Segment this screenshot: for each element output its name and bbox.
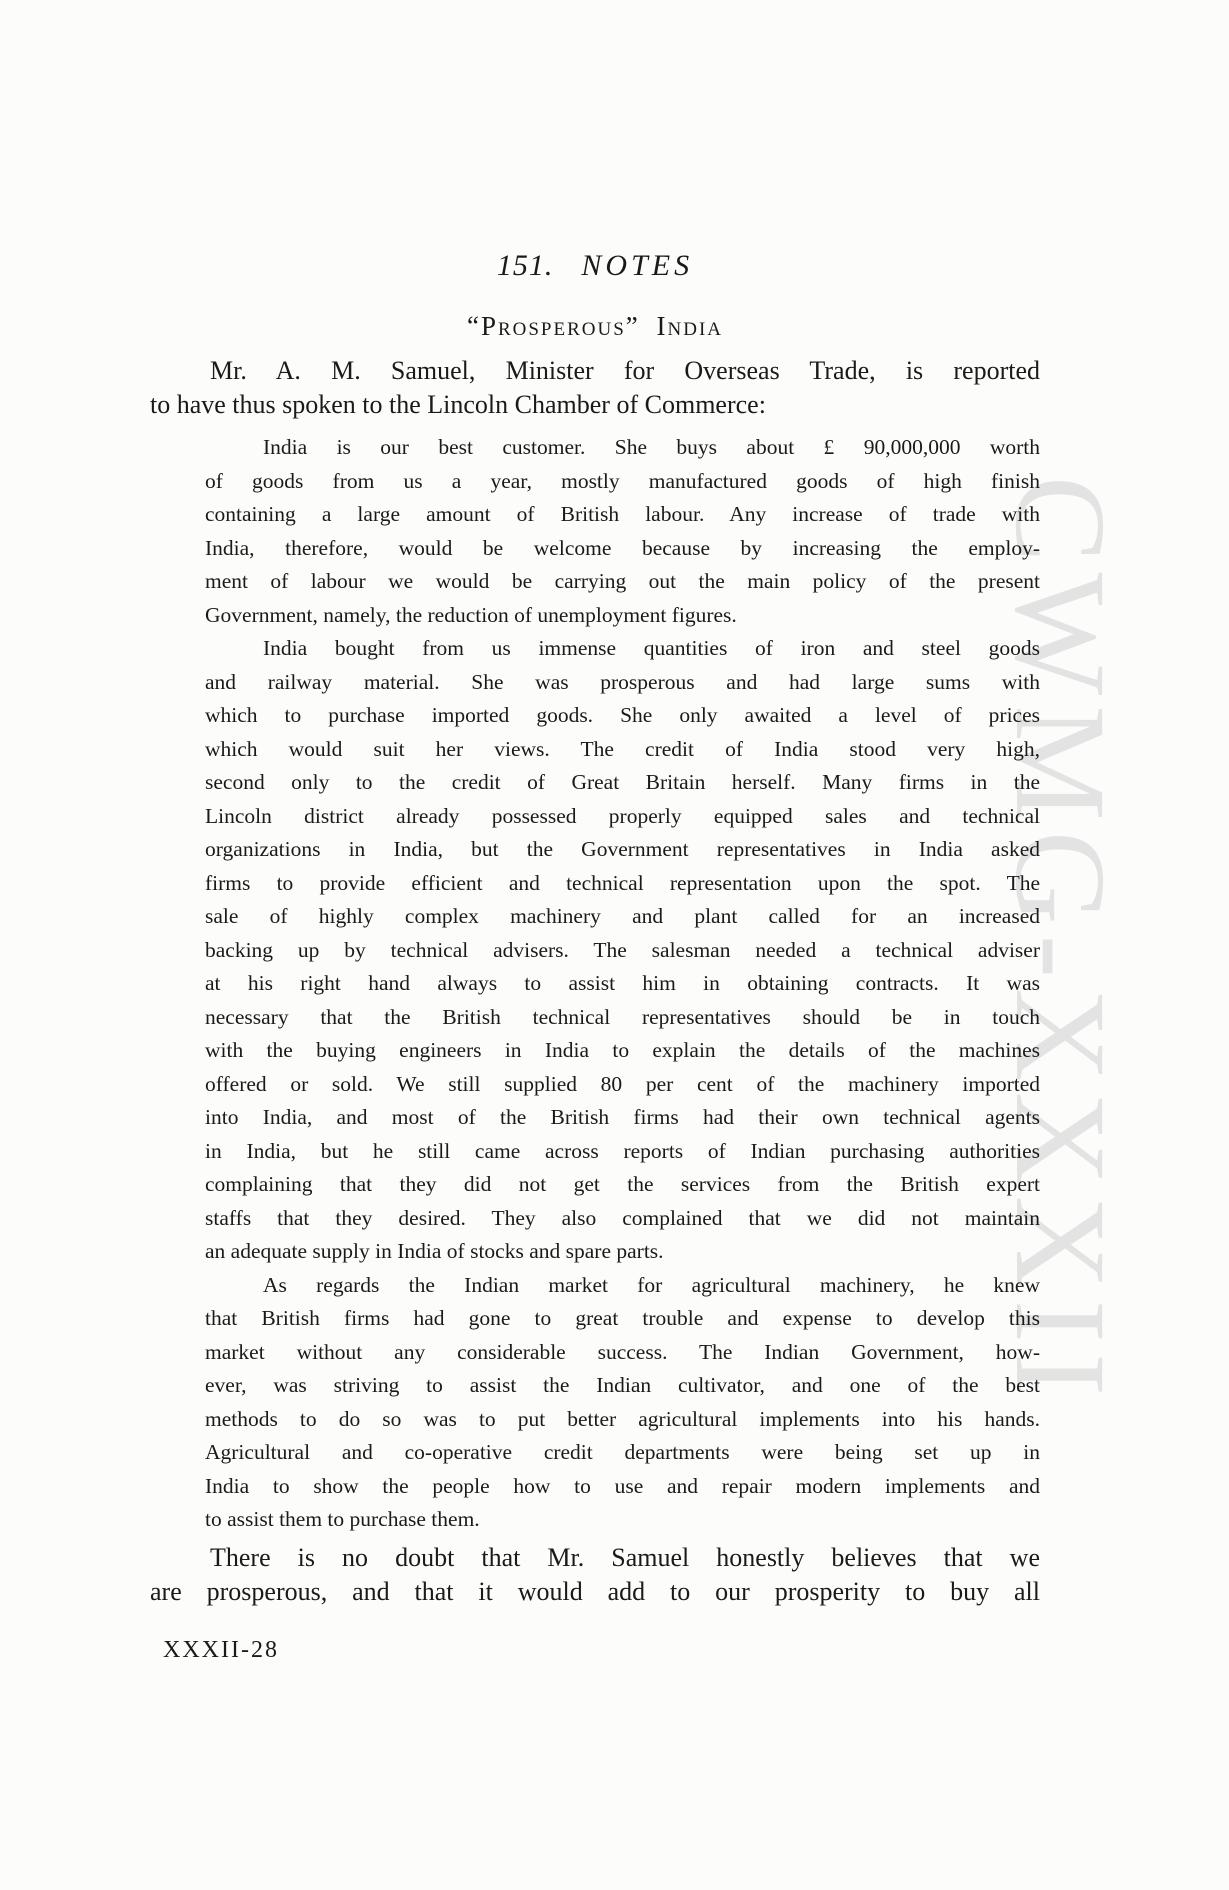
text-line: ever, was striving to assist the Indian cultivator, and one of the best bbox=[205, 1373, 1040, 1397]
section-name: NOTES bbox=[581, 249, 694, 282]
text-line: Government, namely, the reduction of unemployment figures. bbox=[205, 602, 737, 627]
text-line: staffs that they desired. They also complained that we did not maintain bbox=[205, 1205, 1040, 1230]
text-line: complaining that they did not get the services from the British expert bbox=[205, 1172, 1040, 1196]
text-line: with the buying engineers in India to explain the details of the machines bbox=[205, 1038, 1040, 1062]
text-line: backing up by technical advisers. The salesman needed a technical adviser bbox=[205, 937, 1040, 962]
block-quote bbox=[205, 431, 1040, 1537]
text-line: ment of labour we would be carrying out the main policy of the present bbox=[205, 569, 1040, 593]
text-line: to assist them to purchase them. bbox=[205, 1507, 480, 1531]
quote-paragraph-1 bbox=[205, 431, 1040, 632]
text-line: at his right hand always to assist him in obtaining contracts. It was bbox=[205, 971, 1040, 995]
quote-paragraph-3 bbox=[205, 1269, 1040, 1537]
text-line: India, therefore, would be welcome because by increasing the employ- bbox=[205, 535, 1040, 560]
text-line: and railway material. She was prosperous and had large sums with bbox=[205, 669, 1040, 694]
text-line: market without any considerable success. The Indian Government, how- bbox=[205, 1339, 1040, 1364]
closing-paragraph bbox=[150, 1541, 1040, 1609]
text-line: India is our best customer. She buys about £ 90,000,000 worth bbox=[263, 435, 1040, 459]
text-line: which would suit her views. The credit of India stood very high, bbox=[205, 736, 1040, 761]
text-line: an adequate supply in India of stocks and spare parts. bbox=[205, 1239, 664, 1263]
section-number: 151. bbox=[496, 249, 554, 282]
text-line: India bought from us immense quantities of iron and steel goods bbox=[263, 636, 1040, 660]
section-title bbox=[150, 248, 1040, 284]
text-line: organizations in India, but the Government representatives in India asked bbox=[205, 837, 1040, 861]
text-line: India to show the people how to use and repair modern implements and bbox=[205, 1473, 1040, 1498]
text-line: As regards the Indian market for agricultural machinery, he knew bbox=[263, 1272, 1040, 1297]
text-line: sale of highly complex machinery and plant called for an increased bbox=[205, 904, 1040, 928]
text-line: methods to do so was to put better agricultural implements into his hands. bbox=[205, 1406, 1040, 1431]
text-line: that British firms had gone to great trouble and expense to develop this bbox=[205, 1306, 1040, 1330]
text-line: are prosperous, and that it would add to our prosperity to buy all bbox=[150, 1577, 1040, 1606]
text-line: necessary that the British technical representatives should be in touch bbox=[205, 1004, 1040, 1029]
text-line: containing a large amount of British labour. Any increase of trade with bbox=[205, 502, 1040, 526]
text-line: firms to provide efficient and technical representation upon the spot. The bbox=[205, 870, 1040, 895]
page-number: XXXII-28 bbox=[163, 1637, 279, 1663]
intro-paragraph bbox=[150, 354, 1040, 422]
text-line: Agricultural and co-operative credit departments were being set up in bbox=[205, 1440, 1040, 1464]
text-line: which to purchase imported goods. She only awaited a level of prices bbox=[205, 703, 1040, 727]
text-line: in India, but he still came across reports of Indian purchasing authorities bbox=[205, 1138, 1040, 1163]
text-line: into India, and most of the British firms had their own technical agents bbox=[205, 1105, 1040, 1129]
article-subtitle: “Prosperous” India bbox=[466, 311, 724, 341]
text-line: second only to the credit of Great Britain herself. Many firms in the bbox=[205, 770, 1040, 794]
text-line: Mr. A. M. Samuel, Minister for Overseas Trade, is reported bbox=[210, 356, 1040, 385]
text-line: of goods from us a year, mostly manufactured goods of high finish bbox=[205, 468, 1040, 493]
edition-watermark: CWMG-XXXII bbox=[988, 475, 1132, 1407]
quote-paragraph-2 bbox=[205, 632, 1040, 1269]
text-line: to have thus spoken to the Lincoln Chamber of Commerce: bbox=[150, 390, 766, 419]
text-line: There is no doubt that Mr. Samuel honestly believes that we bbox=[210, 1543, 1040, 1572]
text-line: Lincoln district already possessed properly equipped sales and technical bbox=[205, 803, 1040, 828]
text-line: offered or sold. We still supplied 80 per cent of the machinery imported bbox=[205, 1071, 1040, 1096]
